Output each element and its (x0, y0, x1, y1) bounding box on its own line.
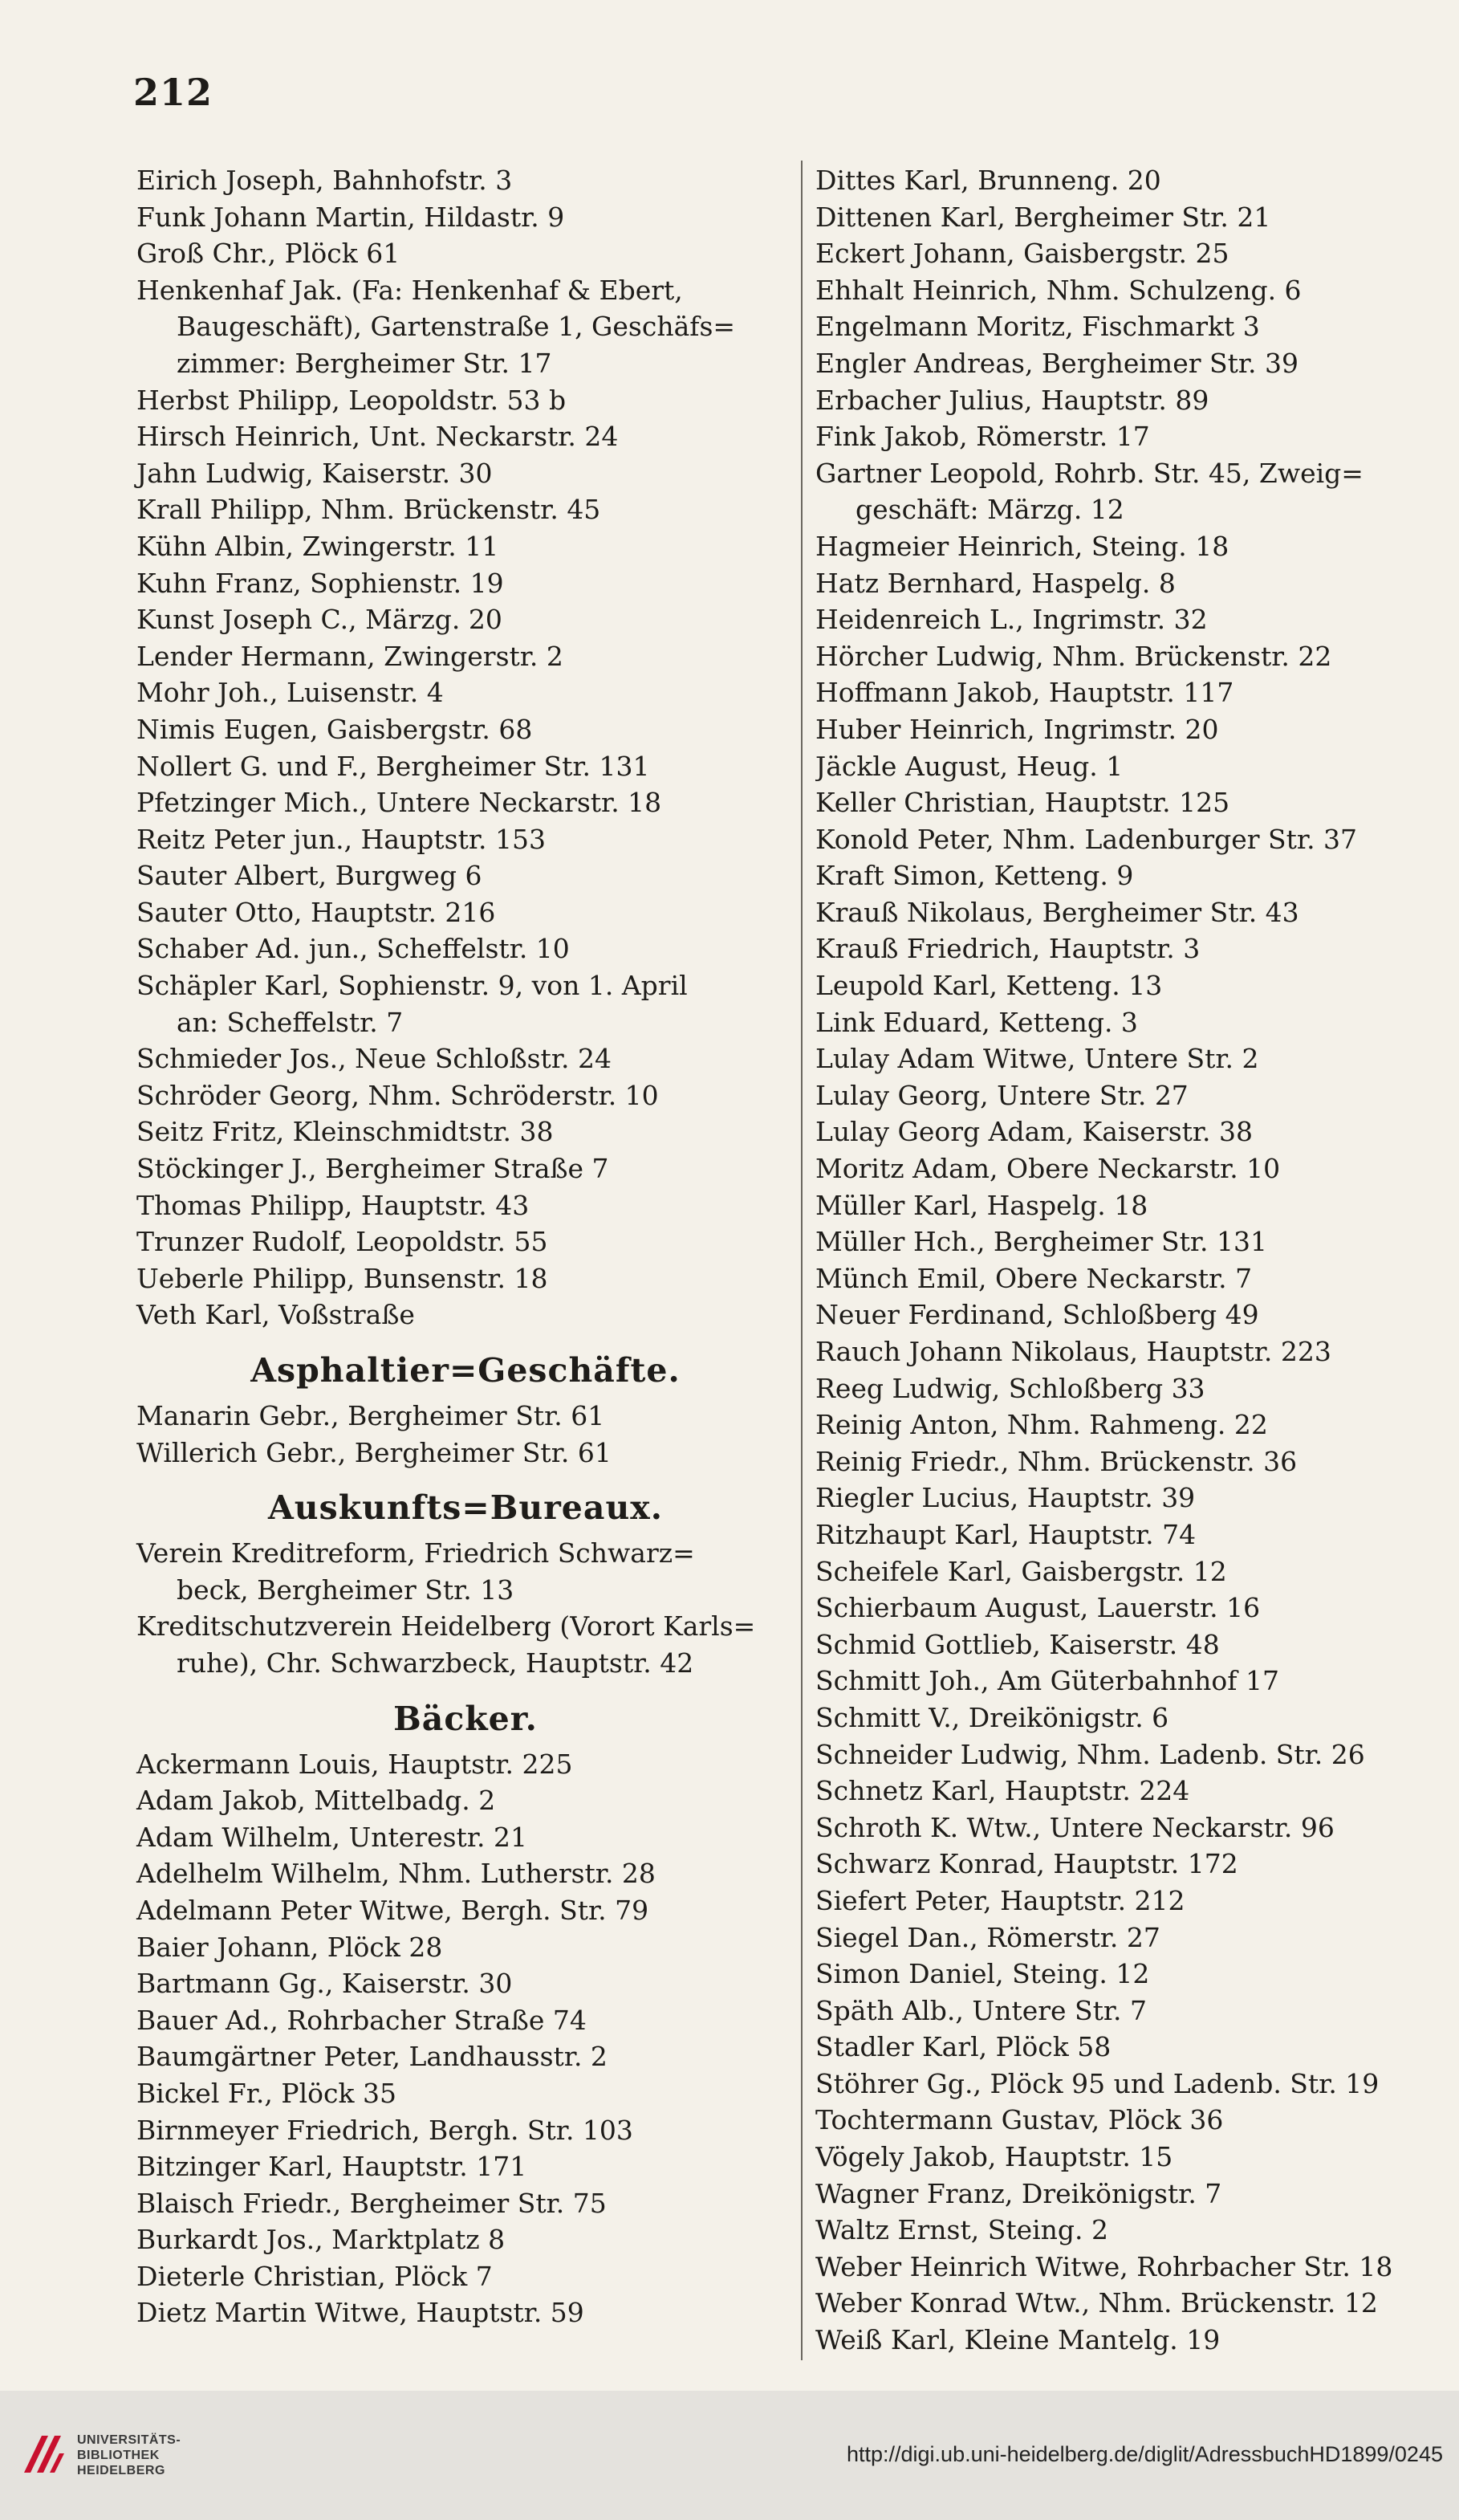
directory-entry: Lender Hermann, Zwingerstr. 2 (136, 640, 563, 672)
directory-entry: Tochtermann Gustav, Plöck 36 (815, 2104, 1224, 2136)
directory-entry: Dieterle Christian, Plöck 7 (136, 2260, 493, 2292)
directory-entry: Krall Philipp, Nhm. Brückenstr. 45 (136, 494, 601, 526)
directory-entry: Verein Kreditreform, Friedrich Schwarz= (136, 1537, 695, 1569)
directory-entry: Adelmann Peter Witwe, Bergh. Str. 79 (136, 1894, 649, 1926)
directory-entry: Schneider Ludwig, Nhm. Ladenb. Str. 26 (815, 1738, 1365, 1770)
directory-entry: Heidenreich L., Ingrimstr. 32 (815, 604, 1208, 636)
directory-entry: Müller Karl, Haspelg. 18 (815, 1189, 1148, 1221)
directory-entry: Weber Heinrich Witwe, Rohrbacher Str. 18 (815, 2250, 1393, 2282)
directory-entry: Schmitt Joh., Am Güterbahnhof 17 (815, 1665, 1279, 1697)
directory-entry: Schierbaum August, Lauerstr. 16 (815, 1592, 1261, 1624)
directory-entry: Mohr Joh., Luisenstr. 4 (136, 677, 444, 709)
directory-entry: Nollert G. und F., Bergheimer Str. 131 (136, 750, 650, 782)
directory-entry: Willerich Gebr., Bergheimer Str. 61 (136, 1436, 612, 1468)
directory-entry: Moritz Adam, Obere Neckarstr. 10 (815, 1153, 1281, 1185)
directory-entry: Schnetz Karl, Hauptstr. 224 (815, 1775, 1190, 1807)
directory-entry: Bitzinger Karl, Hauptstr. 171 (136, 2151, 527, 2183)
library-name-line-2: BIBLIOTHEK (77, 2449, 160, 2462)
directory-entry: Gartner Leopold, Rohrb. Str. 45, Zweig= (815, 457, 1363, 489)
directory-entry: Manarin Gebr., Bergheimer Str. 61 (136, 1400, 605, 1431)
left-column (136, 162, 795, 2331)
directory-entry: Krauß Friedrich, Hauptstr. 3 (815, 933, 1201, 965)
directory-entry: Stadler Karl, Plöck 58 (815, 2031, 1112, 2063)
directory-entry: Bickel Fr., Plöck 35 (136, 2077, 396, 2109)
directory-entry: Münch Emil, Obere Neckarstr. 7 (815, 1262, 1253, 1294)
directory-entry: Riegler Lucius, Hauptstr. 39 (815, 1482, 1196, 1514)
directory-entry: Müller Hch., Bergheimer Str. 131 (815, 1226, 1268, 1258)
directory-entry: Schaber Ad. jun., Scheffelstr. 10 (136, 933, 570, 965)
directory-entry: Lulay Georg, Untere Str. 27 (815, 1079, 1189, 1111)
directory-entry: Adelhelm Wilhelm, Nhm. Lutherstr. 28 (136, 1858, 656, 1890)
directory-entry: Bartmann Gg., Kaiserstr. 30 (136, 1968, 513, 2000)
library-name-line-1: UNIVERSITÄTS- (77, 2433, 181, 2447)
directory-entry: Hatz Bernhard, Haspelg. 8 (815, 567, 1176, 599)
directory-entry: Schroth K. Wtw., Untere Neckarstr. 96 (815, 1811, 1335, 1843)
directory-entry: Konold Peter, Nhm. Ladenburger Str. 37 (815, 823, 1358, 855)
right-column (815, 162, 1449, 2359)
directory-entry: Kühn Albin, Zwingerstr. 11 (136, 530, 499, 562)
directory-entry: Ackermann Louis, Hauptstr. 225 (136, 1748, 573, 1780)
directory-entry: Weiß Karl, Kleine Mantelg. 19 (815, 2324, 1221, 2356)
directory-entry: Schmieder Jos., Neue Schloßstr. 24 (136, 1043, 612, 1075)
directory-entry: Schäpler Karl, Sophienstr. 9, von 1. April (136, 970, 688, 1002)
directory-entry: Waltz Ernst, Steing. 2 (815, 2214, 1109, 2246)
directory-entry: Hoffmann Jakob, Hauptstr. 117 (815, 677, 1234, 709)
directory-entry: Herbst Philipp, Leopoldstr. 53 b (136, 384, 567, 416)
directory-entry: Hirsch Heinrich, Unt. Neckarstr. 24 (136, 421, 619, 453)
directory-entry: Sauter Otto, Hauptstr. 216 (136, 896, 496, 928)
directory-entry: Weber Konrad Wtw., Nhm. Brückenstr. 12 (815, 2287, 1378, 2319)
directory-entry: Kreditschutzverein Heidelberg (Vorort Karls= (136, 1610, 756, 1643)
directory-entry: Schmid Gottlieb, Kaiserstr. 48 (815, 1628, 1220, 1660)
directory-entry: Reinig Anton, Nhm. Rahmeng. 22 (815, 1409, 1268, 1441)
directory-entry: Späth Alb., Untere Str. 7 (815, 1994, 1148, 2026)
directory-entry: Birnmeyer Friedrich, Bergh. Str. 103 (136, 2114, 633, 2146)
directory-entry: Keller Christian, Hauptstr. 125 (815, 787, 1230, 819)
directory-entry: Trunzer Rudolf, Leopoldstr. 55 (136, 1226, 548, 1258)
directory-entry: Pfetzinger Mich., Untere Neckarstr. 18 (136, 787, 662, 819)
directory-entry: Dittenen Karl, Bergheimer Str. 21 (815, 201, 1271, 233)
directory-entry: Reitz Peter jun., Hauptstr. 153 (136, 823, 546, 855)
directory-entry: Siegel Dan., Römerstr. 27 (815, 1921, 1160, 1953)
directory-entry: Adam Wilhelm, Unterestr. 21 (136, 1821, 527, 1853)
directory-entry: Stöckinger J., Bergheimer Straße 7 (136, 1153, 609, 1185)
directory-entry: Seitz Fritz, Kleinschmidtstr. 38 (136, 1116, 554, 1148)
directory-entry-continuation: an: Scheffelstr. 7 (177, 1006, 404, 1038)
directory-entry: Jäckle August, Heug. 1 (815, 750, 1124, 782)
directory-entry: Jahn Ludwig, Kaiserstr. 30 (136, 457, 493, 489)
directory-entry: Wagner Franz, Dreikönigstr. 7 (815, 2177, 1222, 2209)
directory-entry: Adam Jakob, Mittelbadg. 2 (136, 1785, 496, 1817)
page-number: 212 (133, 71, 213, 114)
section-heading: Asphaltier=Geschäfte. (250, 1351, 681, 1390)
directory-entry: Baier Johann, Plöck 28 (136, 1931, 443, 1963)
directory-entry: Dietz Martin Witwe, Hauptstr. 59 (136, 2297, 584, 2329)
directory-entry: Veth Karl, Voßstraße (136, 1299, 415, 1331)
directory-entry: Blaisch Friedr., Bergheimer Str. 75 (136, 2187, 607, 2219)
directory-entry: Scheifele Karl, Gaisbergstr. 12 (815, 1555, 1227, 1587)
directory-entry: Sauter Albert, Burgweg 6 (136, 860, 482, 892)
directory-entry: Reinig Friedr., Nhm. Brückenstr. 36 (815, 1445, 1298, 1477)
directory-entry-continuation: zimmer: Bergheimer Str. 17 (177, 347, 552, 379)
library-name (77, 2432, 181, 2478)
directory-entry-continuation: beck, Bergheimer Str. 13 (177, 1573, 514, 1606)
directory-entry: Krauß Nikolaus, Bergheimer Str. 43 (815, 896, 1299, 928)
directory-entry: Erbacher Julius, Hauptstr. 89 (815, 384, 1209, 416)
directory-entry: Lulay Adam Witwe, Untere Str. 2 (815, 1043, 1259, 1075)
directory-entry-continuation: Baugeschäft), Gartenstraße 1, Geschäfs= (177, 311, 736, 343)
directory-entry: Reeg Ludwig, Schloßberg 33 (815, 1372, 1205, 1404)
directory-entry: Ritzhaupt Karl, Hauptstr. 74 (815, 1518, 1197, 1550)
directory-entry: Neuer Ferdinand, Schloßberg 49 (815, 1299, 1259, 1331)
directory-entry: Siefert Peter, Hauptstr. 212 (815, 1884, 1185, 1916)
directory-entry: Baumgärtner Peter, Landhausstr. 2 (136, 2041, 608, 2073)
directory-entry: Hörcher Ludwig, Nhm. Brückenstr. 22 (815, 640, 1332, 672)
directory-entry: Thomas Philipp, Hauptstr. 43 (136, 1189, 530, 1221)
directory-entry: Henkenhaf Jak. (Fa: Henkenhaf & Ebert, (136, 274, 683, 306)
directory-entry: Kuhn Franz, Sophienstr. 19 (136, 567, 504, 599)
directory-entry: Huber Heinrich, Ingrimstr. 20 (815, 713, 1219, 745)
directory-entry: Eckert Johann, Gaisbergstr. 25 (815, 238, 1229, 270)
directory-entry-continuation: ruhe), Chr. Schwarzbeck, Hauptstr. 42 (177, 1647, 694, 1679)
directory-entry: Burkardt Jos., Marktplatz 8 (136, 2224, 506, 2256)
directory-entry: Kunst Joseph C., Märzg. 20 (136, 604, 502, 636)
directory-entry: Ueberle Philipp, Bunsenstr. 18 (136, 1262, 548, 1294)
column-divider (801, 161, 803, 2360)
directory-entry: Rauch Johann Nikolaus, Hauptstr. 223 (815, 1336, 1331, 1367)
directory-entry: Groß Chr., Plöck 61 (136, 238, 400, 270)
directory-entry: Nimis Eugen, Gaisbergstr. 68 (136, 713, 533, 745)
directory-entry: Engelmann Moritz, Fischmarkt 3 (815, 311, 1260, 343)
directory-entry: Engler Andreas, Bergheimer Str. 39 (815, 347, 1299, 379)
directory-entry: Dittes Karl, Brunneng. 20 (815, 165, 1161, 196)
directory-entry: Lulay Georg Adam, Kaiserstr. 38 (815, 1116, 1254, 1148)
footer-bar (0, 2391, 1459, 2520)
directory-entry: Eirich Joseph, Bahnhofstr. 3 (136, 165, 513, 196)
directory-entry: Fink Jakob, Römerstr. 17 (815, 421, 1150, 453)
directory-entry: Vögely Jakob, Hauptstr. 15 (815, 2141, 1173, 2173)
section-heading: Auskunfts=Bureaux. (268, 1488, 663, 1528)
directory-entry: Ehhalt Heinrich, Nhm. Schulzeng. 6 (815, 274, 1302, 306)
directory-entry: Kraft Simon, Ketteng. 9 (815, 860, 1134, 892)
directory-entry: Leupold Karl, Ketteng. 13 (815, 970, 1163, 1002)
directory-entry: Schwarz Konrad, Hauptstr. 172 (815, 1848, 1238, 1880)
university-library-logo-icon (19, 2429, 69, 2479)
section-heading: Bäcker. (393, 1699, 538, 1738)
directory-entry-continuation: geschäft: Märzg. 12 (855, 494, 1124, 526)
directory-entry: Link Eduard, Ketteng. 3 (815, 1006, 1138, 1038)
library-name-line-3: HEIDELBERG (77, 2464, 165, 2477)
source-url[interactable]: http://digi.ub.uni-heidelberg.de/diglit/AdressbuchHD1899/0245 (846, 2442, 1443, 2466)
directory-entry: Bauer Ad., Rohrbacher Straße 74 (136, 2004, 587, 2036)
directory-entry: Stöhrer Gg., Plöck 95 und Ladenb. Str. 19 (815, 2067, 1380, 2099)
directory-entry: Schmitt V., Dreikönigstr. 6 (815, 1701, 1169, 1733)
directory-entry: Funk Johann Martin, Hildastr. 9 (136, 201, 565, 233)
directory-entry: Schröder Georg, Nhm. Schröderstr. 10 (136, 1079, 659, 1111)
directory-entry: Simon Daniel, Steing. 12 (815, 1958, 1150, 1990)
directory-entry: Hagmeier Heinrich, Steing. 18 (815, 530, 1229, 562)
